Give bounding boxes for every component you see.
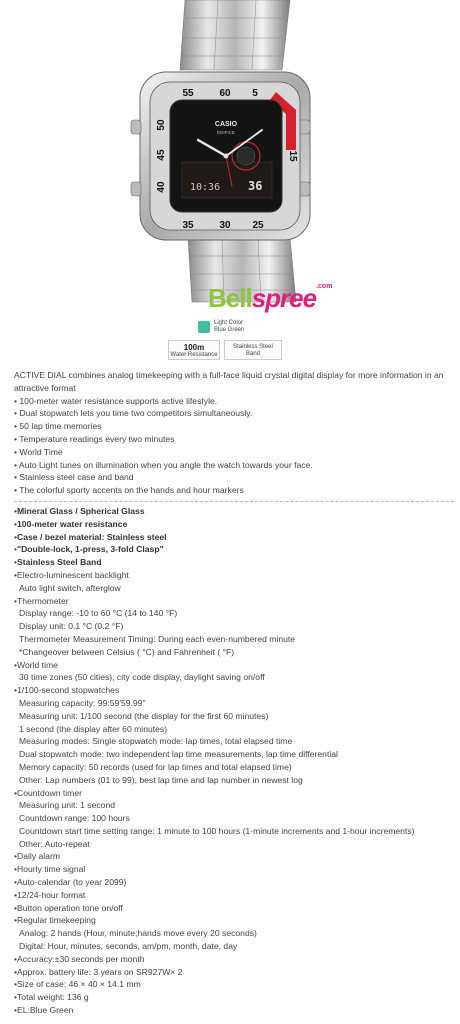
watch-dial (170, 100, 282, 212)
stainless-band-badge: Stainless Steel Band (224, 340, 282, 360)
svg-text:36: 36 (248, 179, 263, 193)
spec-item: •Daily alarm (14, 851, 60, 862)
spec-item: •1/100-second stopwatches (14, 685, 120, 696)
spec-item: •Countdown timer (14, 787, 82, 798)
feature-item: • 100-meter water resistance supports active lifestyle. (14, 395, 218, 406)
svg-text:25: 25 (252, 220, 264, 231)
bellspree-logo: Bellspree$^{.com}$ (208, 283, 333, 313)
spec-item: •Auto-calendar (to year 2099) (14, 877, 127, 888)
spec-detail: Analog: 2 hands (Hour, minute;hands move every 20 seconds) (19, 928, 257, 939)
water-resistance-badge: 100m Water Resistance (168, 340, 220, 360)
spec-item: •Thermometer (14, 595, 69, 606)
feature-badges (168, 340, 282, 360)
spec-item: •Regular timekeeping (14, 915, 96, 926)
feature-item: • Temperature readings every two minutes (14, 433, 175, 444)
spec-detail: Other: Lap numbers (01 to 99), best lap time and lap number in newest log (19, 774, 303, 785)
svg-text:10:36: 10:36 (190, 182, 221, 193)
spec-detail: Display unit: 0.1 °C (0.2 °F) (19, 621, 124, 632)
feature-list (14, 395, 454, 497)
light-color-info (198, 320, 244, 334)
spec-detail: Memory capacity: 50 records (used for lap times and total elapsed time) (19, 761, 292, 772)
feature-item: • Auto Light tunes on illumination when you angle the watch towards your face. (14, 459, 313, 470)
product-description (14, 369, 454, 1017)
spec-detail: Digital: Hour, minutes, seconds, am/pm, month, date, day (19, 941, 238, 952)
svg-text:5: 5 (252, 88, 258, 99)
spec-detail: 1 second (the display after 60 minutes) (19, 723, 168, 734)
svg-text:15: 15 (287, 150, 298, 162)
spec-bold-item: •100-meter water resistance (14, 518, 128, 529)
feature-item: • Dual stopwatch lets you time two competitors simultaneously. (14, 408, 253, 419)
light-color-swatch (198, 321, 210, 333)
spec-item: •Hourly time signal (14, 864, 86, 875)
svg-text:45: 45 (156, 149, 167, 161)
spec-item: •Button operation tone on/off (14, 902, 123, 913)
spec-detail: Measuring modes: Single stopwatch mode: lap times, total elapsed time (19, 736, 293, 747)
spec-detail: Countdown range: 100 hours (19, 813, 130, 824)
svg-text:55: 55 (182, 88, 194, 99)
spec-detail: Display range: -10 to 60 °C (14 to 140 °F) (19, 608, 178, 619)
intro-text: ACTIVE DIAL combines analog timekeeping with a full-face liquid crystal digital display for more information in an attractive format (14, 370, 444, 393)
light-color-label: Light Color (214, 320, 244, 326)
spec-detail: Countdown start time setting range: 1 minute to 100 hours (1-minute increments and 1-hour increments) (19, 825, 415, 836)
spec-detail: *Changeover between Celsius ( °C) and Fahrenheit ( °F) (19, 646, 235, 657)
svg-text:50: 50 (156, 119, 167, 131)
spec-bold-item: •Mineral Glass / Spherical Glass (14, 505, 145, 516)
svg-text:60: 60 (219, 88, 231, 99)
svg-text:30: 30 (219, 220, 231, 231)
feature-item: • World Time (14, 446, 63, 457)
svg-text:35: 35 (182, 220, 194, 231)
spec-detail: Other: Auto-repeat (19, 838, 90, 849)
spec-bold-item: •Case / bezel material: Stainless steel (14, 531, 167, 542)
feature-item: • The colorful sporty accents on the hands and hour markers (14, 485, 244, 496)
spec-detail: Measuring capacity: 99:59'59.99" (19, 697, 146, 708)
spec-bold-item: •"Double-lock, 1-press, 3-fold Clasp" (14, 544, 164, 555)
spec-list (14, 505, 454, 1017)
spec-detail: 30 time zones (50 cities), city code display, daylight saving on/off (19, 672, 265, 683)
spec-detail: Measuring unit: 1 second (19, 800, 116, 811)
spec-detail: Measuring unit: 1/100 second (the display for the first 60 minutes) (19, 710, 269, 721)
feature-item: • Stainless steel case and band (14, 472, 134, 483)
feature-item: • 50 lap time memories (14, 421, 102, 432)
spec-item: •Accuracy:±30 seconds per month (14, 953, 145, 964)
svg-text:EDIFICE: EDIFICE (217, 130, 235, 135)
spec-detail: Dual stopwatch mode: two independent lap time measurements, lap time differential (19, 749, 338, 760)
spec-item: •Approx. battery life: 3 years on SR927W× 2 (14, 966, 183, 977)
section-divider (14, 501, 454, 502)
watch-band-top (180, 0, 290, 70)
spec-bold-item: •Stainless Steel Band (14, 557, 102, 568)
spec-item: •World time (14, 659, 58, 670)
watch-product-image (0, 0, 460, 315)
svg-text:40: 40 (156, 181, 167, 193)
svg-text:CASIO: CASIO (214, 121, 238, 128)
spec-item: •Total weight: 136 g (14, 992, 89, 1003)
spec-item: •Electro-luminescent backlight (14, 569, 129, 580)
spec-item: •Size of case: 46 × 40 × 14.1 mm (14, 979, 141, 990)
spec-detail: Thermometer Measurement Timing: During each even-numbered minute (19, 633, 296, 644)
spec-item: •EL:Blue Green (14, 1005, 74, 1016)
spec-item: •12/24-hour format (14, 889, 86, 900)
spec-detail: Auto light switch, afterglow (19, 582, 121, 593)
light-color-value: Blue Green (214, 327, 245, 333)
